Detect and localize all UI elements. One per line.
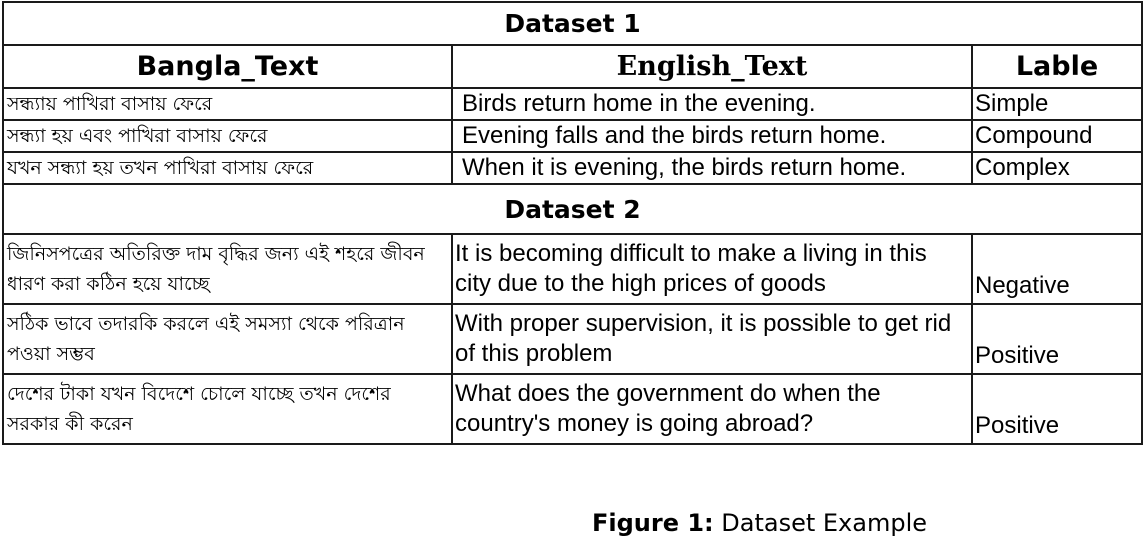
english-text-cell: It is becoming difficult to make a living in this city due to the high prices of goods <box>452 234 972 304</box>
label-cell: Compound <box>972 120 1142 152</box>
label-cell: Positive <box>972 304 1142 374</box>
english-text-cell: What does the government do when the country's money is going abroad? <box>452 374 972 444</box>
dataset-1-title-row <box>3 2 1142 45</box>
english-text-cell: Evening falls and the birds return home. <box>452 120 972 152</box>
label-cell: Positive <box>972 374 1142 444</box>
bangla-text-cell: সঠিক ভাবে তদারকি করলে এই সমস্যা থেকে পরিত্রান পওয়া সম্ভব <box>3 304 452 374</box>
bangla-text-cell: যখন সন্ধ্যা হয় তখন পাখিরা বাসায় ফেরে <box>3 152 452 184</box>
column-header-row <box>3 45 1142 88</box>
table-row <box>3 304 1142 374</box>
label-cell: Simple <box>972 88 1142 120</box>
column-header-english-text: English_Text <box>452 45 972 88</box>
dataset-1-title: Dataset 1 <box>3 2 1142 45</box>
english-text-cell: With proper supervision, it is possible to get rid of this problem <box>452 304 972 374</box>
table-row <box>3 152 1142 184</box>
dataset-example-table-container <box>2 1 1141 445</box>
dataset-2-title-row <box>3 184 1142 234</box>
column-header-label: Lable <box>972 45 1142 88</box>
table-row <box>3 88 1142 120</box>
dataset-example-table <box>2 1 1143 445</box>
figure-caption-text: Dataset Example <box>721 509 928 537</box>
bangla-text-cell: দেশের টাকা যখন বিদেশে চোলে যাচ্ছে তখন দেশের সরকার কী করেন <box>3 374 452 444</box>
dataset-2-title: Dataset 2 <box>3 184 1142 234</box>
english-text-cell: Birds return home in the evening. <box>452 88 972 120</box>
label-cell: Complex <box>972 152 1142 184</box>
figure-caption-label: Figure 1: <box>591 509 714 537</box>
bangla-text-cell: সন্ধ্যা হয় এবং পাখিরা বাসায় ফেরে <box>3 120 452 152</box>
bangla-text-cell: জিনিসপত্রের অতিরিক্ত দাম বৃদ্ধির জন্য এই শহরে জীবন ধারণ করা কঠিন হয়ে যাচ্ছে <box>3 234 452 304</box>
column-header-bangla-text: Bangla_Text <box>3 45 452 88</box>
label-cell: Negative <box>972 234 1142 304</box>
bangla-text-cell: সন্ধ্যায় পাখিরা বাসায় ফেরে <box>3 88 452 120</box>
figure-caption <box>0 509 1144 537</box>
table-row <box>3 120 1142 152</box>
table-row <box>3 234 1142 304</box>
table-row <box>3 374 1142 444</box>
english-text-cell: When it is evening, the birds return home. <box>452 152 972 184</box>
